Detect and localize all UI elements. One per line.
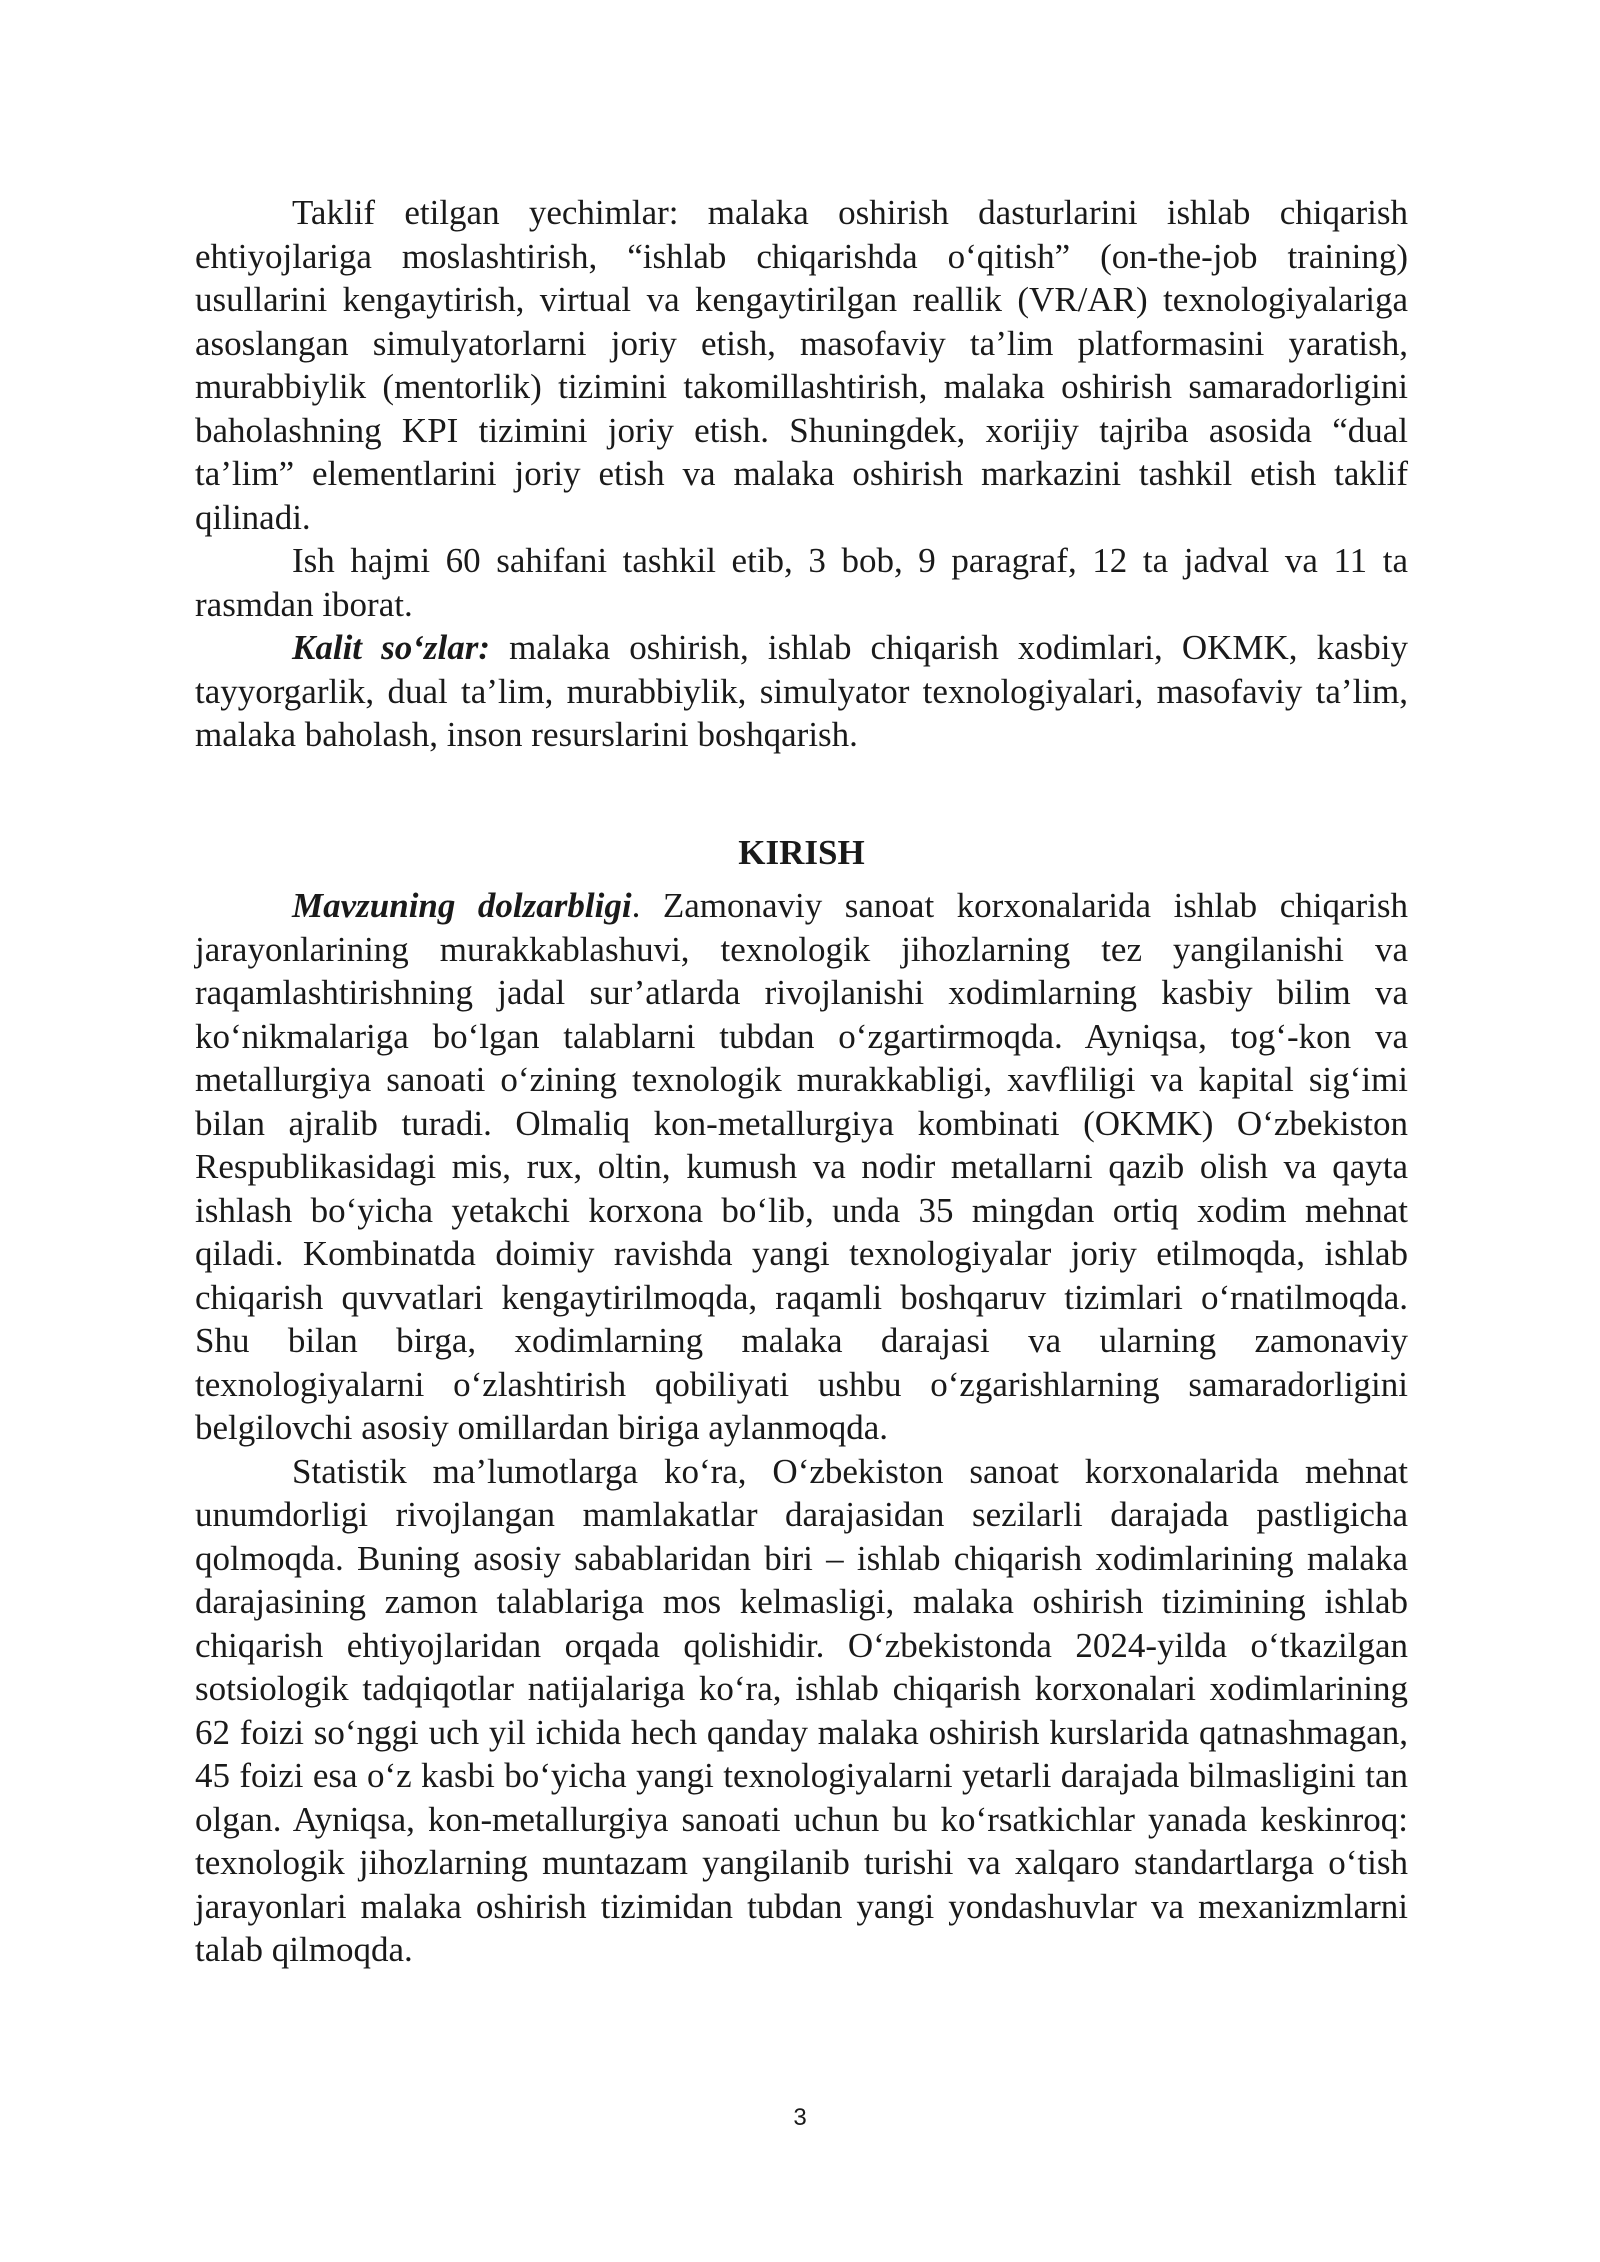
paragraph-relevance (195, 884, 1408, 1450)
page-body (195, 191, 1408, 1972)
page-number: 3 (793, 2104, 807, 2131)
paragraph-text: Taklif etilgan yechimlar: malaka oshirish dasturlarini ishlab chiqarish ehtiyojlariga moslashtirish, “ishlab chiqarishda o‘qitish” (on-the-job training) usullarini kengaytirish, virtual va kengaytirilgan reallik (VR/AR) texnologiyalariga asoslangan simulyatorlarni joriy etish, masofaviy ta’lim platformasini yaratish, murabbiylik (mentorlik) tizimini takomillashtirish, malaka oshirish samaradorligini baholashning KPI tizimini joriy etish. Shuningdek, xorijiy tajriba asosida “dual ta’lim” elementlarini joriy etish va malaka oshirish markazini tashkil etish taklif qilinadi. (195, 193, 1408, 537)
paragraph-statistics (195, 1450, 1408, 1972)
paragraph-keywords (195, 626, 1408, 757)
relevance-label: Mavzuning dolzarbligi (292, 886, 632, 925)
keywords-label: Kalit so‘zlar: (292, 628, 490, 667)
relevance-text: . Zamonaviy sanoat korxonalarida ishlab chiqarish jarayonlarining murakkablashuvi, texnologik jihozlarning tez yangilanishi va raqamlashtirishning jadal sur’atlarda rivojlanishi xodimlarning kasbiy bilim va ko‘nikmalariga bo‘lgan talablarni tubdan o‘zgartirmoqda. Ayniqsa, tog‘-kon va metallurgiya sanoati o‘zining texnologik murakkabligi, xavfliligi va kapital sig‘imi bilan ajralib turadi. Olmaliq kon-metallurgiya kombinati (OKMK) O‘zbekiston Respublikasidagi mis, rux, oltin, kumush va nodir metallarni qazib olish va qayta ishlash bo‘yicha yetakchi korxona bo‘lib, unda 35 mingdan ortiq xodim mehnat qiladi. Kombinatda doimiy ravishda yangi texnologiyalar joriy etilmoqda, ishlab chiqarish quvvatlari kengaytirilmoqda, raqamli boshqaruv tizimlari o‘rnatilmoqda. Shu bilan birga, xodimlarning malaka darajasi va ularning zamonaviy texnologiyalarni o‘zlashtirish qobiliyati ushbu o‘zgarishlarning samaradorligini belgilovchi asosiy omillardan biriga aylanmoqda. (195, 886, 1408, 1447)
section-heading: KIRISH (738, 832, 865, 872)
paragraph-work-volume (195, 539, 1408, 626)
keywords-text: malaka oshirish, ishlab chiqarish xodimlari, OKMK, kasbiy tayyorgarlik, dual ta’lim, murabbiylik, simulyator texnologiyalari, masofaviy ta’lim, malaka baholash, inson resurslarini boshqarish. (195, 628, 1408, 754)
paragraph-proposed-solutions (195, 191, 1408, 539)
paragraph-text: Statistik ma’lumotlarga ko‘ra, O‘zbekiston sanoat korxonalarida mehnat unumdorligi rivojlangan mamlakatlar darajasidan sezilarli darajada pastligicha qolmoqda. Buning asosiy sabablaridan biri – ishlab chiqarish xodimlarining malaka darajasining zamon talablariga mos kelmasligi, malaka oshirish tizimining ishlab chiqarish ehtiyojlaridan orqada qolishidir. O‘zbekistonda 2024-yilda o‘tkazilgan sotsiologik tadqiqotlar natijalariga ko‘ra, ishlab chiqarish korxonalari xodimlarining 62 foizi so‘nggi uch yil ichida hech qanday malaka oshirish kurslarida qatnashmagan, 45 foizi esa o‘z kasbi bo‘yicha yangi texnologiyalarni yetarli darajada bilmasligini tan olgan. Ayniqsa, kon-metallurgiya sanoati uchun bu ko‘rsatkichlar yanada keskinroq: texnologik jihozlarning muntazam yangilanib turishi va xalqaro standartlarga o‘tish jarayonlari malaka oshirish tizimidan tubdan yangi yondashuvlar va mexanizmlarni talab qilmoqda. (195, 1451, 1408, 1969)
paragraph-text: Ish hajmi 60 sahifani tashkil etib, 3 bob, 9 paragraf, 12 ta jadval va 11 ta rasmdan iborat. (195, 541, 1408, 624)
